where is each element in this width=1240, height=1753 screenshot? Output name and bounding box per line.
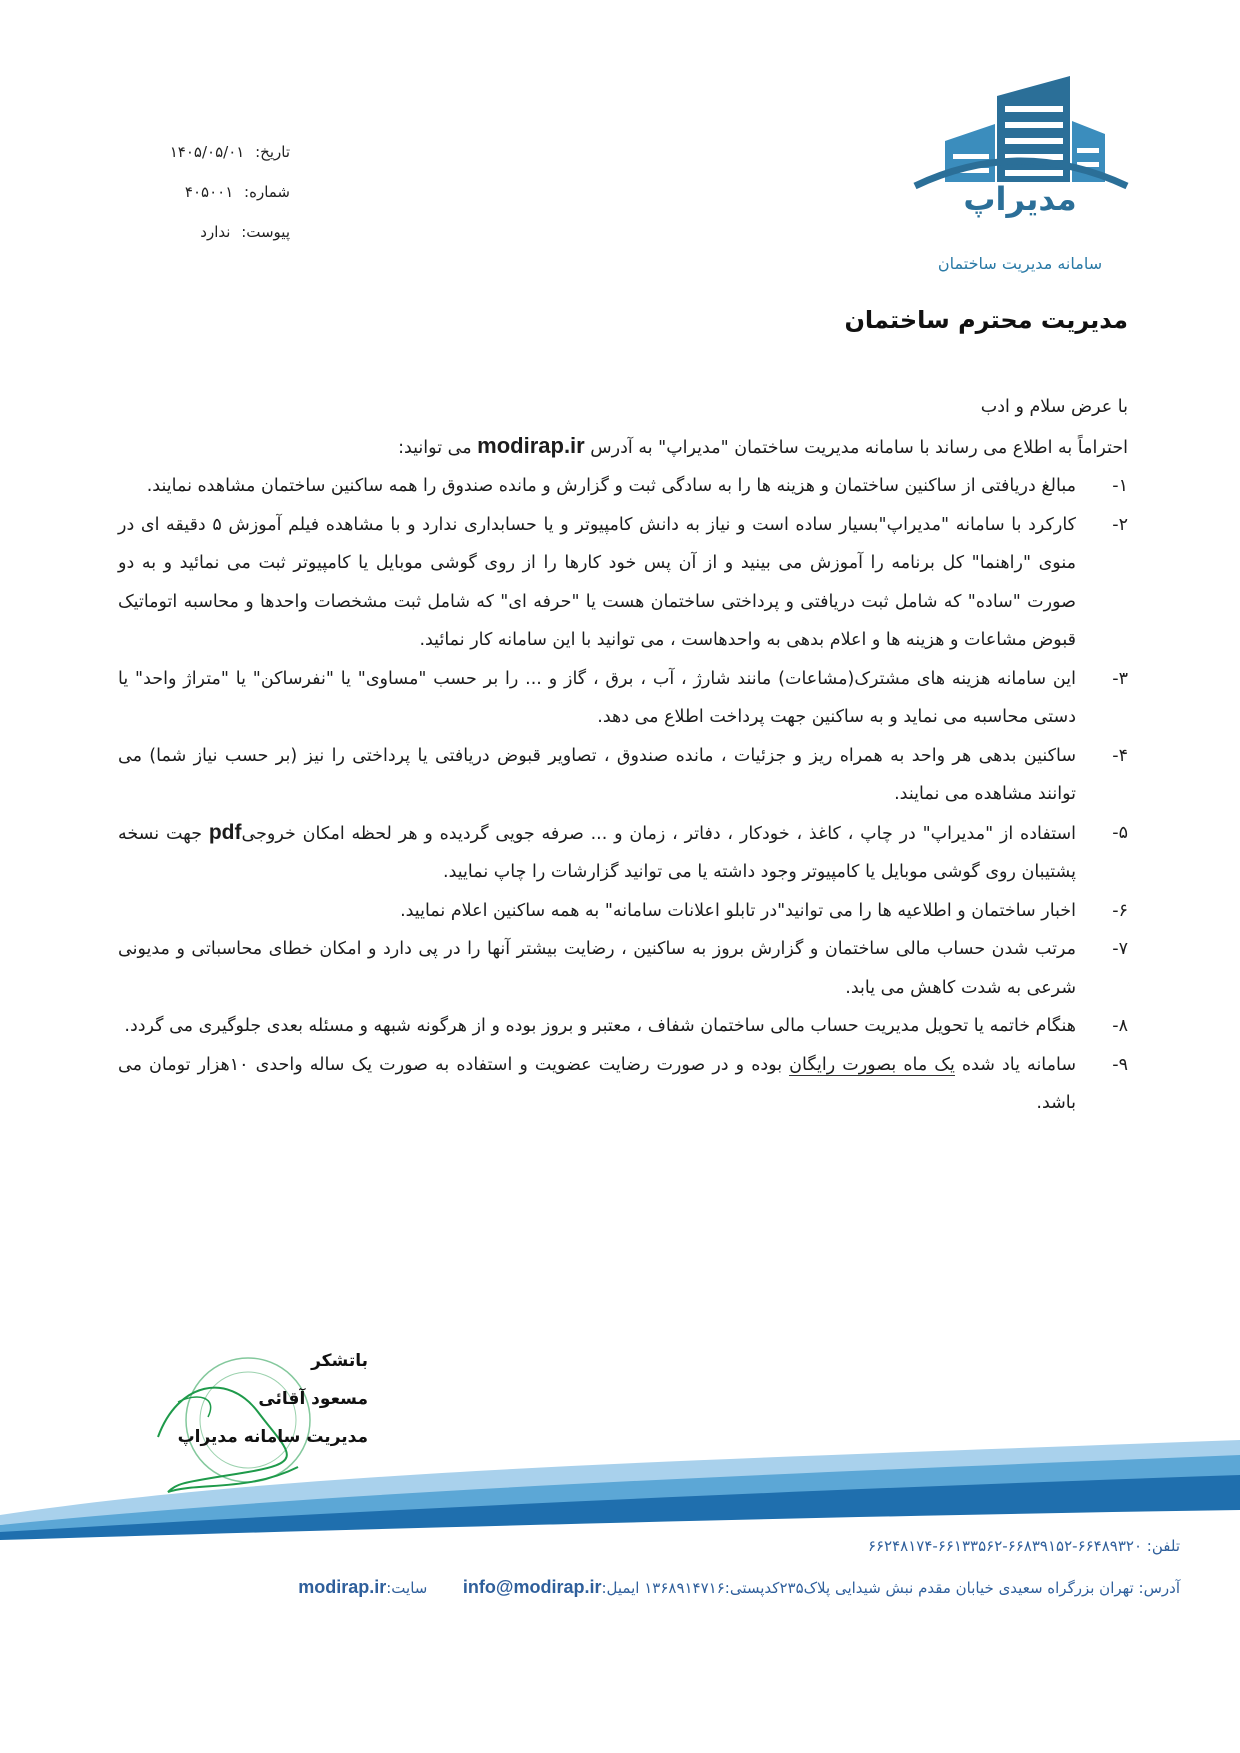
item-text: مبالغ دریافتی از ساکنین ساختمان و هزینه ها را به سادگی ثبت و گزارش و مانده صندوق را همه ساکنین ساختمان مشاهده نمایند. xyxy=(146,476,1076,496)
logo-name: مدیراپ xyxy=(963,180,1077,218)
site-label: سایت: xyxy=(386,1579,428,1597)
date-label: تاریخ: xyxy=(255,143,290,161)
item-number: ۶- xyxy=(1112,900,1128,921)
item-number: ۸- xyxy=(1112,1016,1128,1036)
list-item xyxy=(118,506,1128,660)
signer-title: مدیریت سامانه مدیراپ xyxy=(177,1427,368,1447)
intro-before: احتراماً به اطلاع می رساند با سامانه مدیریت ساختمان "مدیراپ" به آدرس xyxy=(584,437,1128,458)
email-link[interactable]: info@modirap.ir xyxy=(462,1577,602,1597)
item-number: ۲- xyxy=(1112,514,1128,535)
recipient-heading: مدیریت محترم ساختمان xyxy=(844,306,1128,334)
footer-phones xyxy=(100,1537,1180,1555)
intro-paragraph xyxy=(118,427,1128,468)
letter-meta xyxy=(120,132,290,252)
attachment-row xyxy=(120,212,290,252)
item-text-continued: بوده و در صورت رضایت عضویت و استفاده به صورت یک ساله واحدی ۱۰هزار تومان می باشد. xyxy=(118,1054,1076,1113)
company-logo xyxy=(905,76,1135,273)
pdf-term: pdf xyxy=(208,820,242,844)
number-label: شماره: xyxy=(244,183,290,201)
item-text: استفاده از "مدیراپ" در چاپ ، کاغذ ، خودکار ، دفاتر ، زمان و ... صرفه جویی گردیده و هر لحظه امکان خروجی xyxy=(241,823,1076,844)
list-item xyxy=(118,737,1128,814)
footer-address xyxy=(100,1577,1180,1598)
list-item xyxy=(118,892,1128,931)
date-value: ۱۴۰۵/۰۵/۰۱ xyxy=(169,143,245,161)
intro-after: می توانید: xyxy=(398,437,478,458)
logo-tagline: سامانه مدیریت ساختمان xyxy=(937,254,1103,273)
list-item xyxy=(118,930,1128,1007)
thanks-line: باتشکر xyxy=(311,1351,368,1371)
item-text: هنگام خاتمه یا تحویل مدیریت حساب مالی ساختمان شفاف ، معتبر و بروز بوده و از هرگونه شبهه و مسئله بعدی جلوگیری می گردد. xyxy=(124,1016,1076,1036)
item-text: کارکرد با سامانه "مدیراپ"بسیار ساده است و نیاز به دانش کامپیوتر و یا حسابداری ندارد و با مشاهده فیلم آموزش ۵ دقیقه ای در منوی "راهنما" کل برنامه را آموزش می بینید و از آن پس خود کارها را از روی گوشی موبایل یا کامپیوتر ثبت می نمائید و به دو صورت "ساده" که شامل ثبت دریافتی و پرداختی ساختمان هست یا "حرفه ای" که شامل ثبت مشخصات واحدها و محاسبه اتوماتیک قبوض مشاعات و هزینه ها و اعلام بدهی به واحدهاست ، می توانید با این سامانه کار نمائید. xyxy=(118,514,1076,650)
list-item xyxy=(118,1007,1128,1046)
phone-numbers: ۶۶۴۸۹۳۲۰-۶۶۸۳۹۱۵۲-۶۶۱۳۳۵۶۲-۶۶۲۴۸۱۷۴ xyxy=(867,1537,1143,1555)
letter-body xyxy=(118,388,1128,1123)
footer-wave-decoration xyxy=(0,1430,1240,1540)
email-label: ایمیل: xyxy=(601,1579,640,1597)
signer-name: مسعود آقائی xyxy=(258,1389,368,1409)
number-value: ۴۰۵۰۰۱ xyxy=(184,183,234,201)
item-number: ۵- xyxy=(1112,822,1128,843)
item-text: اخبار ساختمان و اطلاعیه ها را می توانید"در تابلو اعلانات سامانه" به همه ساکنین اعلام نمایید. xyxy=(400,900,1076,921)
item-number: ۴- xyxy=(1112,745,1128,766)
list-item xyxy=(118,467,1128,506)
greeting: با عرض سلام و ادب xyxy=(980,397,1128,417)
item-text: مرتب شدن حساب مالی ساختمان و گزارش بروز به ساکنین ، رضایت بیشتر آنها را در پی دارد و امکان خطای محاسباتی و مدیونی شرعی به شدت کاهش می یابد. xyxy=(118,939,1076,998)
intro-site-link[interactable]: modirap.ir xyxy=(477,432,585,458)
list-item xyxy=(118,660,1128,737)
item-text-continued: جهت نسخه پشتیبان روی گوشی موبایل یا کامپیوتر وجود داشته یا می توانید گزارشات را چاپ نمایید. xyxy=(118,823,1076,882)
building-logo-icon xyxy=(905,76,1135,256)
attachment-label: پیوست: xyxy=(241,223,290,241)
item-number: ۳- xyxy=(1112,668,1128,689)
date-row xyxy=(120,132,290,172)
features-list xyxy=(118,467,1128,1123)
item-text: ساکنین بدهی هر واحد به همراه ریز و جزئیات ، مانده صندوق ، تصاویر قبوض دریافتی یا پرداختی را نیز (بر حسب نیاز شما) می توانند مشاهده می نمایند. xyxy=(118,745,1076,804)
number-row xyxy=(120,172,290,212)
item-number: ۷- xyxy=(1112,939,1128,959)
site-link[interactable]: modirap.ir xyxy=(298,1577,387,1597)
phone-label: تلفن: xyxy=(1146,1537,1180,1555)
item-number: ۹- xyxy=(1112,1054,1128,1075)
item-number: ۱- xyxy=(1112,476,1128,496)
item-text: سامانه یاد شده xyxy=(954,1054,1077,1075)
list-item xyxy=(118,814,1128,892)
address-label: آدرس: xyxy=(1138,1579,1180,1597)
list-item xyxy=(118,1046,1128,1123)
free-month-highlight: یک ماه بصورت رایگان xyxy=(789,1054,955,1075)
item-text: این سامانه هزینه های مشترک(مشاعات) مانند شارژ ، آب ، برق ، گاز و ... را بر حسب "مساوی" یا "نفرساکن" یا "متراژ واحد" یا دستی محاسبه می نماید و به ساکنین جهت پرداخت اطلاع می دهد. xyxy=(118,668,1076,727)
attachment-value: ندارد xyxy=(200,223,231,241)
address-text: تهران بزرگراه سعیدی خیابان مقدم نبش شیدایی پلاک۲۳۵کدپستی:۱۳۶۸۹۱۴۷۱۶ xyxy=(644,1579,1134,1597)
